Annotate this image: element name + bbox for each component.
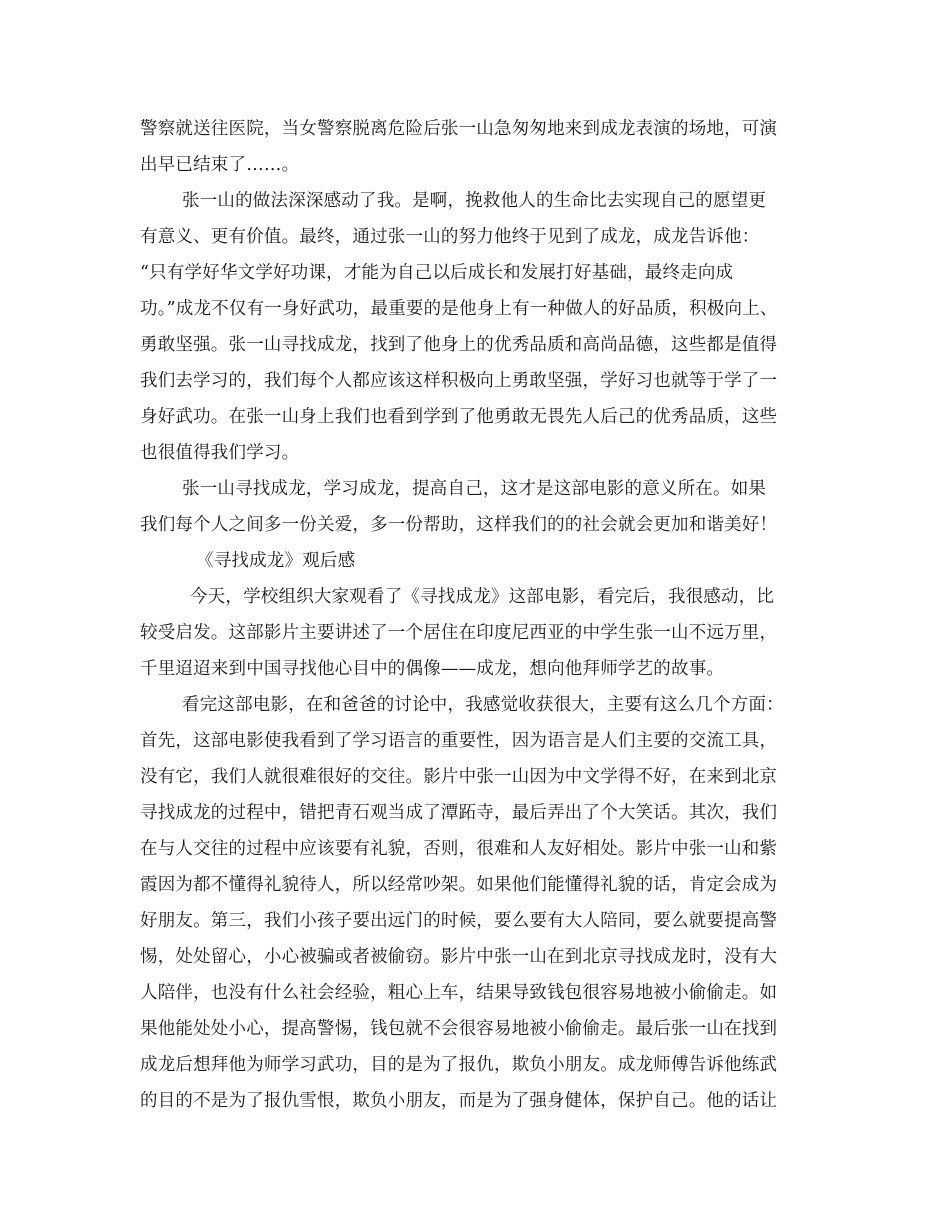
text-line: 身好武功。在张一山身上我们也看到学到了他勇敢无畏先人后己的优秀品质，这些 xyxy=(140,407,778,427)
text-line: 果他能处处小心，提高警惕，钱包就不会很容易地被小偷偷走。最后张一山在找到 xyxy=(140,1019,778,1039)
text-line: 我们每个人之间多一份关爱，多一份帮助，这样我们的的社会就会更加和谐美好！ xyxy=(140,515,778,535)
text-line: 没有它，我们人就很难很好的交往。影片中张一山因为中文学得不好，在来到北京 xyxy=(140,767,778,787)
text-line: 功。”成龙不仅有一身好武功，最重要的是他身上有一种做人的好品质，积极向上、 xyxy=(140,299,778,319)
paragraph-start-line: 看完这部电影，在和爸爸的讨论中，我感觉收获很大，主要有这么几个方面： xyxy=(182,695,784,715)
text-line: 成龙后想拜他为师学习武功，目的是为了报仇，欺负小朋友。成龙师傅告诉他练武 xyxy=(140,1055,778,1075)
text-line: “只有学好华文学好功课，才能为自己以后成长和发展打好基础，最终走向成 xyxy=(140,263,734,283)
text-line: 千里迢迢来到中国寻找他心目中的偶像——成龙，想向他拜师学艺的故事。 xyxy=(140,659,725,679)
text-line: 的目的不是为了报仇雪恨，欺负小朋友，而是为了强身健体，保护自己。他的话让 xyxy=(140,1091,778,1111)
text-line: 人陪伴，也没有什么社会经验，粗心上车，结果导致钱包很容易地被小偷偷走。如 xyxy=(140,983,778,1003)
text-line: 寻找成龙的过程中，错把青石观当成了潭跖寺，最后弄出了个大笑话。其次，我们 xyxy=(140,803,778,823)
text-line: 在与人交往的过程中应该要有礼貌，否则，很难和人友好相处。影片中张一山和紫 xyxy=(140,839,778,859)
text-line: 有意义、更有价值。最终，通过张一山的努力他终于见到了成龙，成龙告诉他： xyxy=(140,227,760,247)
text-line: 好朋友。第三，我们小孩子要出远门的时候，要么要有大人陪同，要么就要提高警 xyxy=(140,911,778,931)
section-title: 《寻找成龙》观后感 xyxy=(196,551,356,571)
text-line: 霞因为都不懂得礼貌待人，所以经常吵架。如果他们能懂得礼貌的话，肯定会成为 xyxy=(140,875,778,895)
text-line: 警察就送往医院，当女警察脱离危险后张一山急匆匆地来到成龙表演的场地，可演 xyxy=(140,119,778,139)
paragraph-start-line: 张一山寻找成龙，学习成龙，提高自己，这才是这部电影的意义所在。如果 xyxy=(182,479,767,499)
text-line: 出早已结束了……。 xyxy=(140,155,300,175)
paragraph-start-line: 张一山的做法深深感动了我。是啊，挽救他人的生命比去实现自己的愿望更 xyxy=(182,191,767,211)
text-line: 首先，这部电影使我看到了学习语言的重要性，因为语言是人们主要的交流工具， xyxy=(140,731,778,751)
text-line: 勇敢坚强。张一山寻找成龙，找到了他身上的优秀品质和高尚品德，这些都是值得 xyxy=(140,335,778,355)
text-line: 惕，处处留心，小心被骗或者被偷窃。影片中张一山在到北京寻找成龙时，没有大 xyxy=(140,947,778,967)
text-line: 较受启发。这部影片主要讲述了一个居住在印度尼西亚的中学生张一山不远万里， xyxy=(140,623,778,643)
text-line: 我们去学习的，我们每个人都应该这样积极向上勇敢坚强，学好习也就等于学了一 xyxy=(140,371,778,391)
text-line: 也很值得我们学习。 xyxy=(140,443,300,463)
paragraph-start-line: 今天，学校组织大家观看了《寻找成龙》这部电影，看完后，我很感动，比 xyxy=(190,587,775,607)
